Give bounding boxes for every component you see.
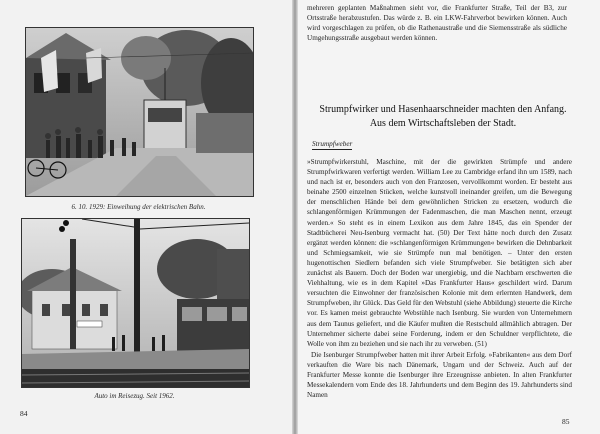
intro-paragraph: mehreren geplanten Maßnahmen sieht vor, die Frankfurter Straße, Teil der B3, zur Ortsstraße herabzustufen. Das würde z. B. ein LKW-Fahrverbot bewirken können. Auch wird vorgeschlagen zu prüfen, ob die Rathenaustraße und die Siemensstraße als südliche Umgehungsstraße ausgebaut werden können. — [307, 4, 567, 43]
page-number: 85 — [562, 417, 570, 426]
section-subheading: Strumpfweber — [312, 140, 353, 148]
photo-caption: 6. 10. 1929: Einweihung der elektrischen Bahn. — [71, 203, 206, 211]
tram-inauguration-photo — [25, 27, 254, 197]
page-number: 84 — [20, 409, 28, 418]
chapter-heading: Strumpfwirker und Hasenhaarschneider machten den Anfang. Aus dem Wirtschaftsleben der Stadt. — [319, 104, 567, 129]
photo-caption: Auto im Reisezug. Seit 1962. — [94, 392, 175, 400]
body-paragraph: »Strumpfwirkerstuhl, Maschine, mit der die gewirkten Strümpfe und andere Strumpfwirkwaren verfertigt werden. William Lee zu Cambridge erfand ihn um 1589, nach und nach ist er, besonders auch von den Franzosen, vervollkommt worden. Er besteht aus beinahe 2500 einzelnen Stücken, welche kunstvoll ineinander greifen, um die Bewegung der menschlichen Hände bei dem gewöhnlichen Stricken zu ersetzen, wodurch die schlangenförmigen Krümmungen der Fadenmaschen, die man Maschen nennt, erzeugt werden.« So steht es in einem Lexikon aus dem Jahre 1845, das ein Spender der Stadtbücherei Neu-Isenburg vermacht hat. (50) Der Text hätte noch durch den Zusatz ergänzt werden können: die »schlangenförmigen Krümmungen« bewirken die Dehnbarkeit und Schmiegsamkeit, wie sie Strümpfe nun mal benötigen. – Unter den ersten hugenottischen Siedlern befanden sich viele Strumpfweber. Sie betätigten sich aber zunächst als Bauern. Doch der Boden war unergiebig, und die Nachbarn erschwerten die Viehhaltung, wie es in dem Kapitel »Das Frankfurter Haus« geschildert wird. Darum versuchten die Einwohner der französischen Kolonie mit dem erlernten Handwerk, dem Strumpfweben, ihr Glück. Das Geld für den Webstuhl (siehe Abbildung) steuerte die Kirche vor. Es kamen meist gebrauchte Webstühle nach Isenburg. Sie wurden von Unternehmern aus dem Taunus geliefert, und die Käufer mußten die Restschuld allmählich abtragen. Der Unternehmer sicherte dabei seine Forderung, indem er den Schuldner verpflichtete, die Wolle von ihm zu beziehen und sie nach ihr zu verweben. (51) — [307, 158, 572, 348]
body-paragraph: Die Isenburger Strumpfweber hatten mit ihrer Arbeit Erfolg. »Fabrikanten« aus dem Dorf verkauften die Ware bis nach Dänemark, Ungarn und der Schweiz. Auch auf der Frankfurter Messe konnte die Isenburger ihre Erzeugnisse anbieten. In alten Frankfurter Messekalendern vom Ende des 18. Jahrhunderts und dem Beginn des 19. Jahrhunderts sind Namen — [307, 351, 572, 400]
train-station-photo — [21, 218, 250, 388]
book-gutter — [292, 0, 298, 434]
